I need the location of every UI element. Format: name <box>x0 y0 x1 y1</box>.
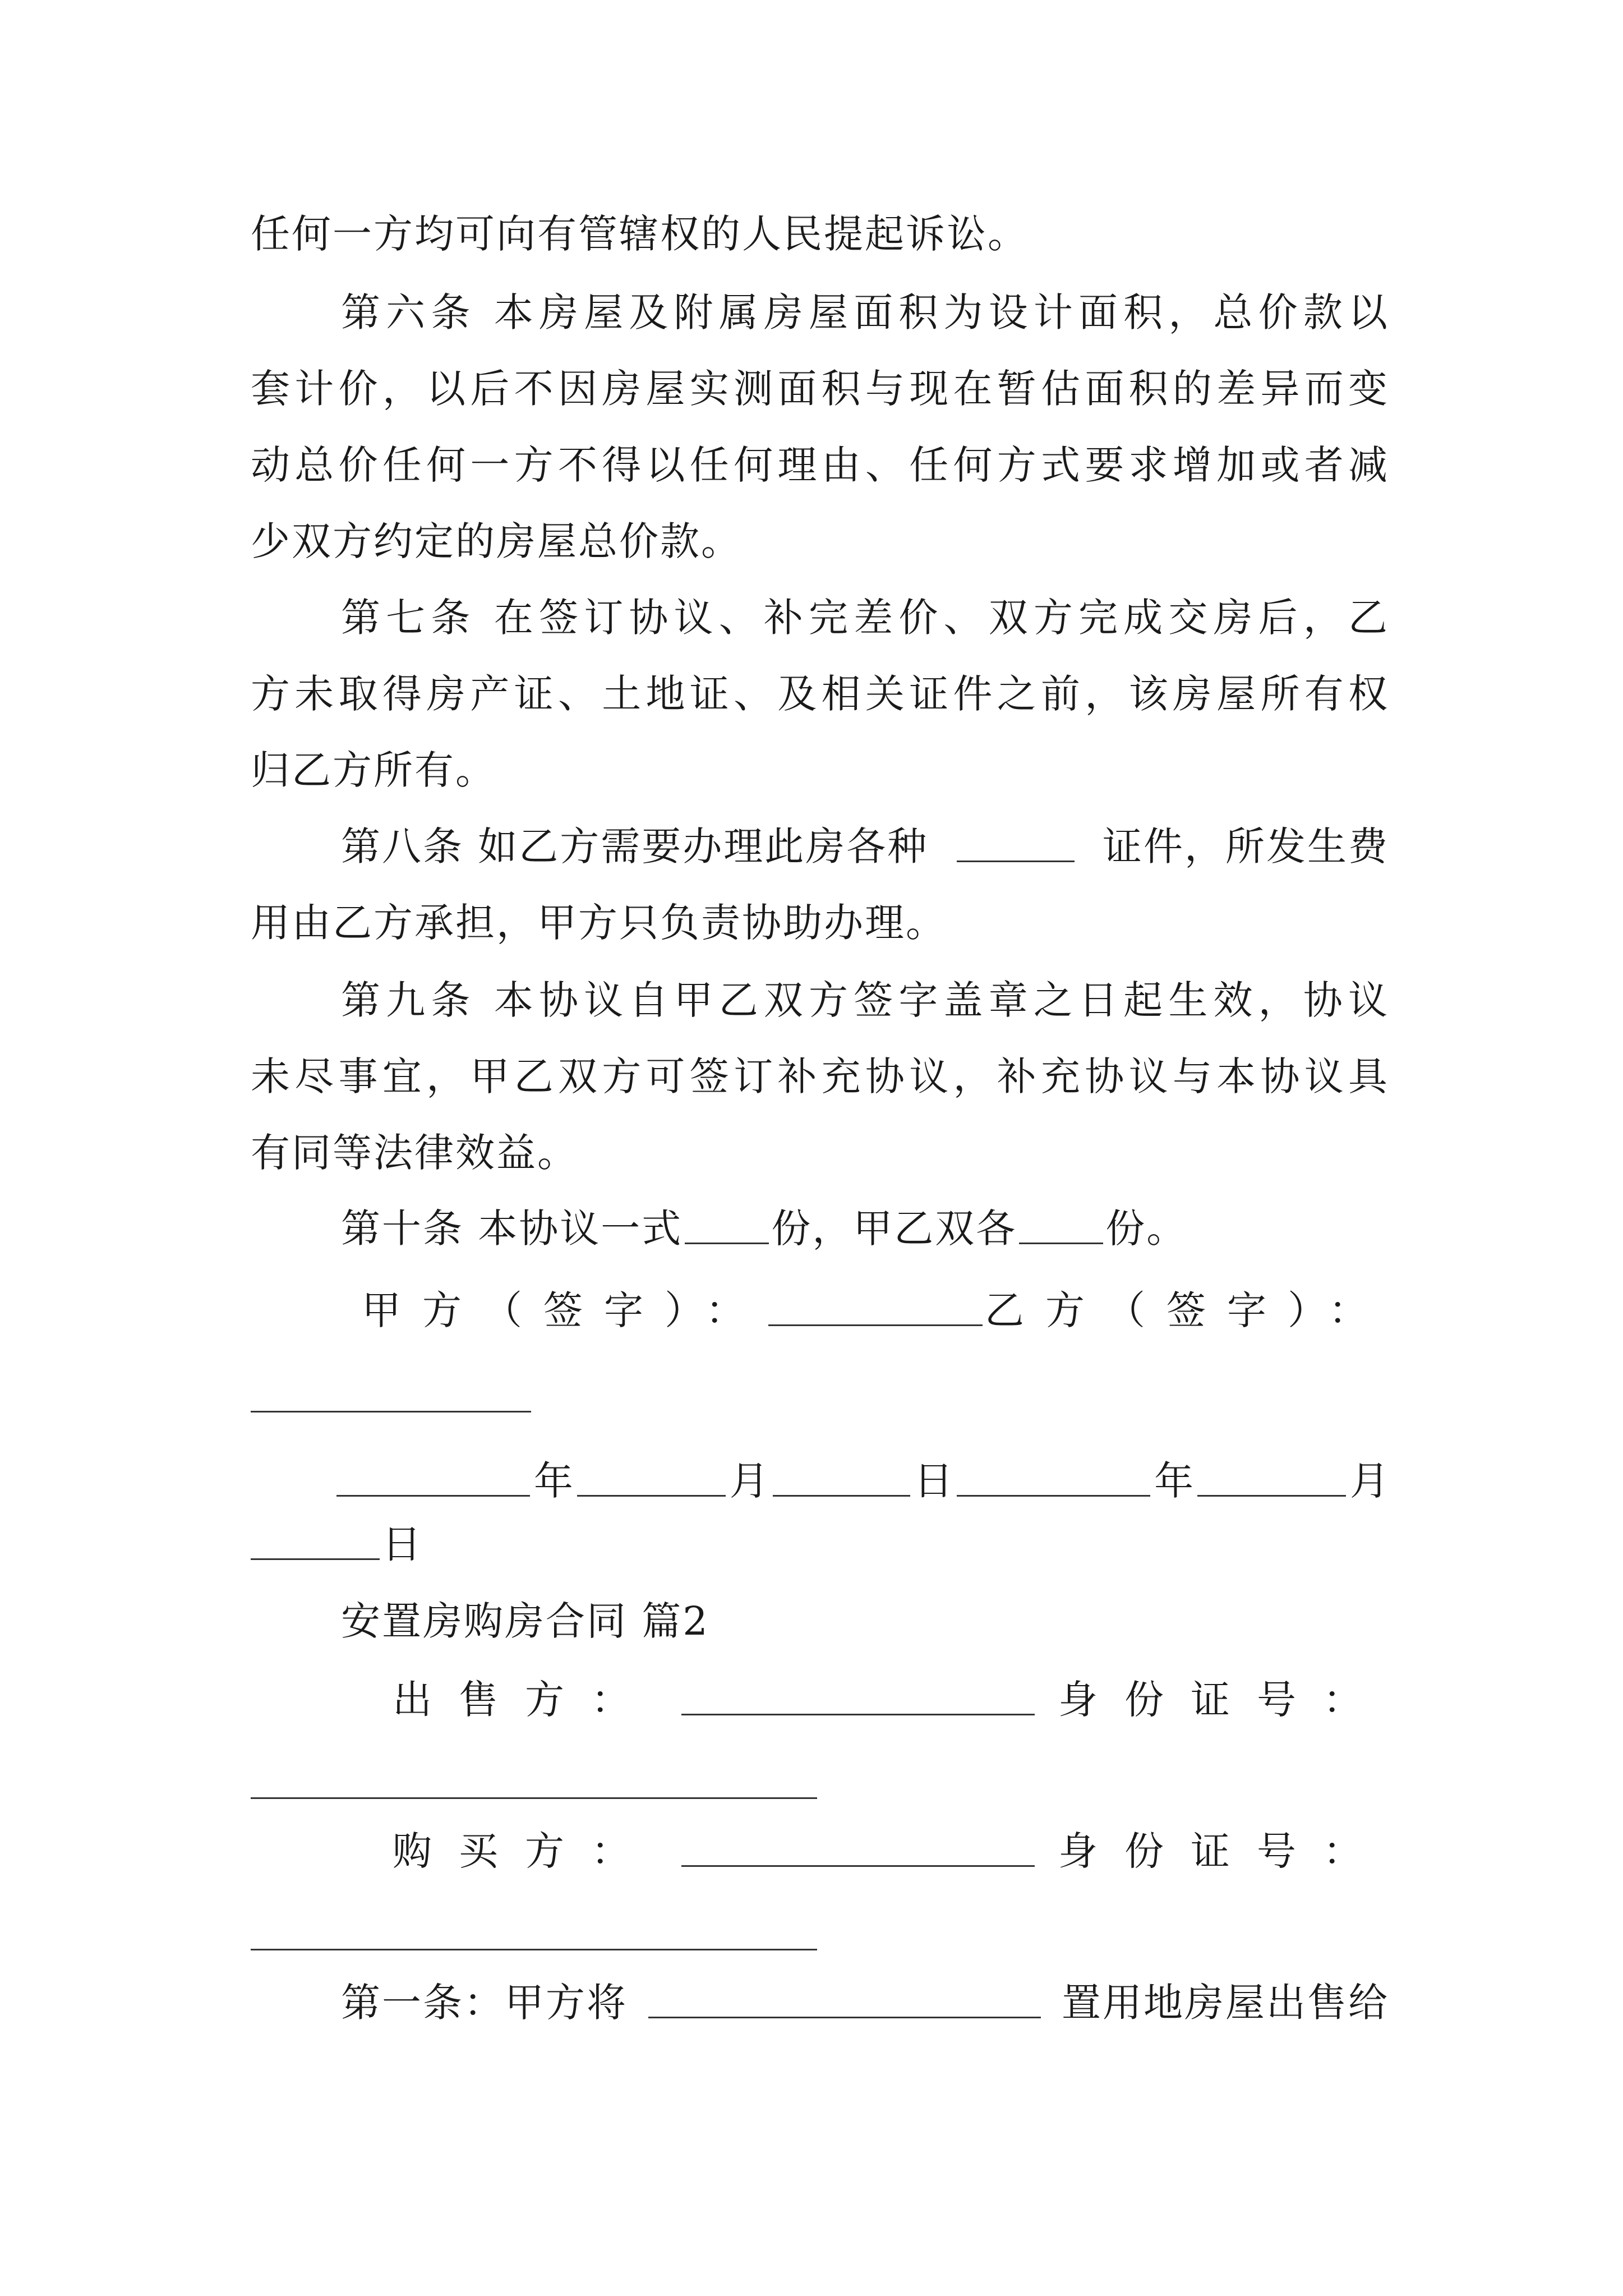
seller-id-label: 身份证号： <box>1058 1677 1389 1723</box>
party-a-signature-blank <box>768 1324 983 1326</box>
year-blank <box>957 1494 1150 1497</box>
article-9-line-1: 第九条 本协议自甲乙双方签字盖章之日起生效，协议 <box>341 977 1389 1023</box>
article-7-line-1: 第七条 在签订协议、补完差价、双方完成交房后，乙 <box>341 595 1389 641</box>
seller-line <box>393 1672 1389 1728</box>
blank-field <box>685 1242 769 1244</box>
year-label: 年 <box>1154 1458 1194 1504</box>
buyer-blank <box>681 1865 1035 1867</box>
date-line-2 <box>251 1516 421 1572</box>
month-blank <box>1197 1494 1346 1497</box>
year-label: 年 <box>533 1458 573 1504</box>
blank-field <box>957 860 1075 862</box>
article-10-text-a: 第十条 本协议一式 <box>341 1205 683 1251</box>
seller-id-blank <box>251 1797 817 1799</box>
party-b-signature-blank <box>251 1411 531 1412</box>
party-b-signature-label: 乙方（签字）： <box>985 1287 1389 1333</box>
article-8-text-a: 第八条 如乙方需要办理此房各种 <box>341 823 929 869</box>
signature-line <box>362 1282 1389 1338</box>
article-10-text-b: 份，甲乙双各 <box>771 1205 1017 1251</box>
day-label: 日 <box>382 1521 421 1567</box>
article-8-line-2: 用由乙方承担，甲方只负责协助办理。 <box>251 900 947 946</box>
month-label: 月 <box>1349 1458 1389 1504</box>
section-2-article-1-line <box>341 1975 1389 2031</box>
section-2-article-1-text-b: 置用地房屋出售给 <box>1062 1980 1389 2026</box>
article-7-line-3: 归乙方所有。 <box>251 747 496 793</box>
article-7-line-2: 方未取得房产证、土地证、及相关证件之前，该房屋所有权 <box>251 671 1389 717</box>
seller-blank <box>681 1713 1035 1715</box>
article-10-line <box>341 1200 1187 1257</box>
section-2-heading: 安置房购房合同 篇2 <box>341 1598 709 1644</box>
article-6-line-2: 套计价，以后不因房屋实测面积与现在暂估面积的差异而变 <box>251 366 1389 412</box>
buyer-id-label: 身份证号： <box>1058 1828 1389 1874</box>
blank-field <box>1019 1242 1103 1244</box>
year-blank <box>336 1494 530 1497</box>
article-6-line-3: 动总价任何一方不得以任何理由、任何方式要求增加或者减 <box>251 442 1389 488</box>
article-6-line-4: 少双方约定的房屋总价款。 <box>251 518 742 564</box>
paragraph-line: 任何一方均可向有管辖权的人民提起诉讼。 <box>251 211 1029 257</box>
article-10-text-c: 份。 <box>1105 1205 1188 1251</box>
day-blank <box>251 1558 380 1560</box>
buyer-label: 购买方： <box>393 1828 657 1874</box>
article-8-text-b: 证件，所发生费 <box>1102 823 1389 869</box>
day-blank <box>773 1494 910 1497</box>
article-9-line-2: 未尽事宜，甲乙双方可签订补充协议，补充协议与本协议具 <box>251 1053 1389 1099</box>
day-label: 日 <box>914 1458 953 1504</box>
article-6-line-1: 第六条 本房屋及附属房屋面积为设计面积，总价款以 <box>341 289 1389 335</box>
date-line <box>334 1453 1389 1509</box>
month-blank <box>577 1494 726 1497</box>
buyer-id-blank <box>251 1949 817 1950</box>
article-8-line-1 <box>341 818 1389 875</box>
month-label: 月 <box>729 1458 769 1504</box>
section-2-article-1-text-a: 第一条：甲方将 <box>341 1980 628 2026</box>
article-9-line-3: 有同等法律效益。 <box>251 1130 578 1176</box>
buyer-line <box>393 1823 1389 1879</box>
party-a-signature-label: 甲方（签字）： <box>362 1287 766 1333</box>
seller-label: 出售方： <box>393 1677 657 1723</box>
property-blank <box>648 2016 1041 2018</box>
